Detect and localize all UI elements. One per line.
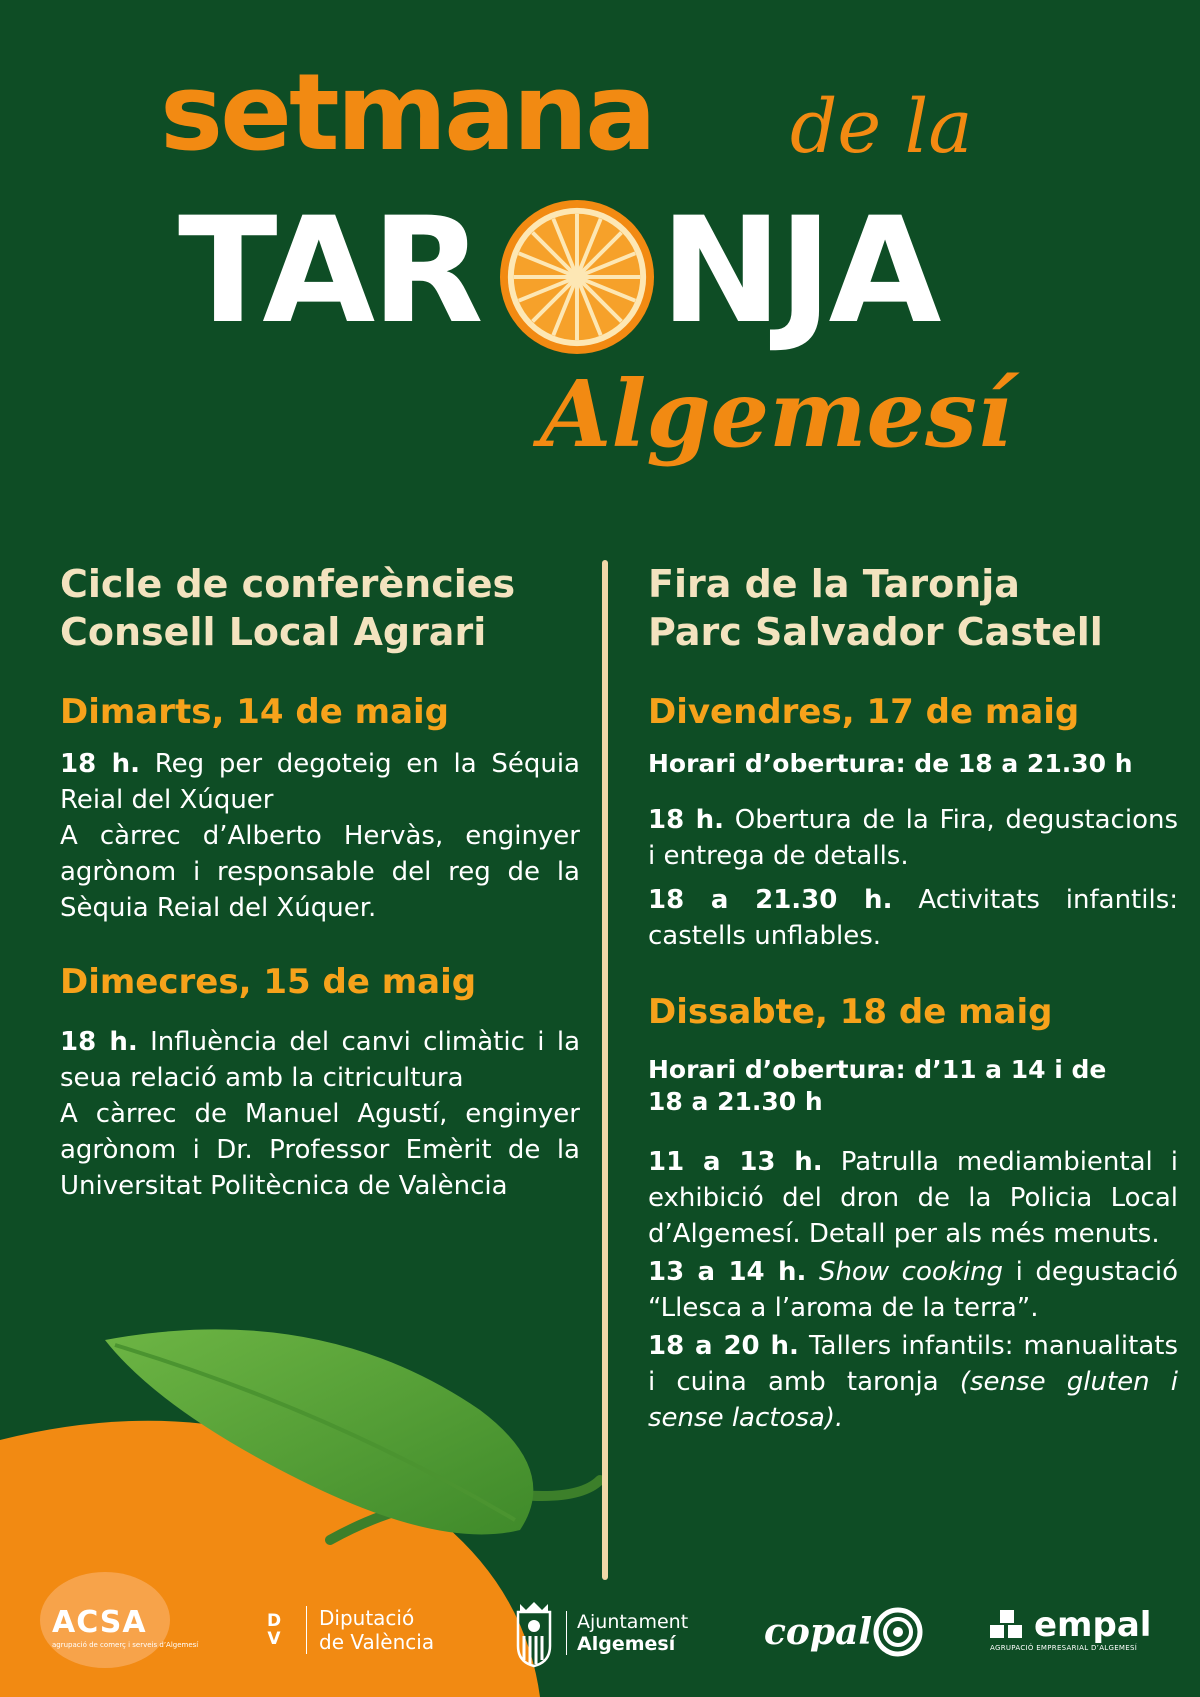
day-wednesday: Dimecres, 15 de maig	[60, 962, 477, 1002]
dv-mark-icon	[254, 1612, 294, 1648]
acsa-logo	[52, 1605, 199, 1650]
copal-swirl-icon	[872, 1606, 924, 1658]
ajuntament-logo	[512, 1598, 688, 1668]
saturday-item3-italic: (sense gluten i sense lactosa).	[648, 1367, 1178, 1433]
acsa-subtitle: agrupació de comerç i serveis d’Algemesí	[52, 1641, 199, 1649]
conference1-speaker: A càrrec d’Alberto Hervàs, enginyer agrònom i responsable del reg de la Sèquia Reial del Xúquer.	[60, 821, 580, 923]
friday-item2-text: Activitats infantils: castells unflables.	[648, 885, 1179, 951]
diputacio-line1: Diputació	[319, 1606, 415, 1630]
diputacio-line2: de València	[319, 1630, 435, 1654]
conferences-heading-line2: Consell Local Agrari	[60, 610, 487, 654]
saturday-item2-time: 13 a 14 h.	[648, 1257, 807, 1287]
ajuntament-line2: Algemesí	[577, 1633, 676, 1655]
fair-heading-line2: Parc Salvador Castell	[648, 610, 1103, 654]
friday-item1-time: 18 h.	[648, 805, 725, 835]
day-tuesday: Dimarts, 14 de maig	[60, 692, 450, 732]
conference1-text	[60, 746, 580, 818]
copal-name: copal	[764, 1611, 873, 1653]
friday-opening-hours: Horari d’obertura: de 18 a 21.30 h	[648, 749, 1133, 778]
diputacio-logo	[254, 1606, 434, 1654]
saturday-item2-italic: Show cooking	[818, 1257, 1004, 1287]
dv-mark-bottom: V	[267, 1629, 281, 1649]
saturday-item3-text: Tallers infantils: manualitats i cuina amb taronja	[648, 1331, 1178, 1397]
day-friday: Divendres, 17 de maig	[648, 692, 1080, 732]
empal-subtitle: AGRUPACIÓ EMPRESARIAL D’ALGEMESÍ	[990, 1644, 1138, 1652]
fair-heading-line1: Fira de la Taronja	[648, 562, 1020, 606]
empal-name: empal	[1034, 1605, 1152, 1645]
column-divider	[602, 560, 608, 1580]
friday-item2	[648, 882, 1178, 954]
friday-item2-time: 18 a 21.30 h.	[648, 885, 893, 915]
title-taronja-part2: NJA	[660, 186, 938, 356]
fair-column	[648, 560, 1178, 1436]
dv-mark-top: D	[266, 1611, 282, 1631]
friday-item1	[648, 802, 1178, 874]
orange-slice-icon	[498, 198, 656, 356]
title-de-la: de la	[790, 84, 973, 170]
friday-item1-text: Obertura de la Fira, degustacions i entrega de detalls.	[648, 805, 1178, 871]
conferences-column	[60, 560, 580, 1204]
saturday-item1	[648, 1144, 1178, 1252]
acsa-name: ACSA	[52, 1605, 147, 1640]
copal-logo	[764, 1606, 924, 1658]
title-algemesi: Algemesí	[540, 360, 1012, 468]
saturday-item1-text: Patrulla mediambiental i exhibició del dron de la Policia Local d’Algemesí. Detall per als més menuts.	[648, 1147, 1178, 1249]
empal-blocks-icon	[990, 1610, 1026, 1640]
title-setmana: setmana	[160, 51, 654, 174]
coat-of-arms-icon	[512, 1598, 556, 1668]
saturday-opening-hours-line1: Horari d’obertura: d’11 a 14 i de	[648, 1055, 1107, 1084]
saturday-item3-time: 18 a 20 h.	[648, 1331, 799, 1361]
conference1-time: 18 h.	[60, 749, 141, 779]
conferences-heading-line1: Cicle de conferències	[60, 562, 516, 606]
saturday-item1-time: 11 a 13 h.	[648, 1147, 823, 1177]
day-saturday: Dissabte, 18 de maig	[648, 992, 1053, 1032]
ajuntament-line1: Ajuntament	[577, 1611, 689, 1633]
saturday-item2	[648, 1254, 1178, 1326]
conference2-title: Influència del canvi climàtic i la seua relació amb la citricultura	[60, 1027, 581, 1093]
conference2-time: 18 h.	[60, 1027, 138, 1057]
saturday-item3	[648, 1328, 1178, 1436]
saturday-item2-text: i degustació “Llesca a l’aroma de la terra”.	[648, 1257, 1179, 1323]
conference2-speaker: A càrrec de Manuel Agustí, enginyer agrònom i Dr. Professor Emèrit de la Universitat Politècnica de València	[60, 1099, 580, 1201]
title-taronja-part1: TAR	[178, 186, 480, 356]
empal-logo	[990, 1605, 1152, 1652]
conference1-title: Reg per degoteig en la Séquia Reial del Xúquer	[60, 749, 580, 815]
conference2-text	[60, 1024, 580, 1096]
saturday-opening-hours-line2: 18 a 21.30 h	[648, 1087, 823, 1116]
